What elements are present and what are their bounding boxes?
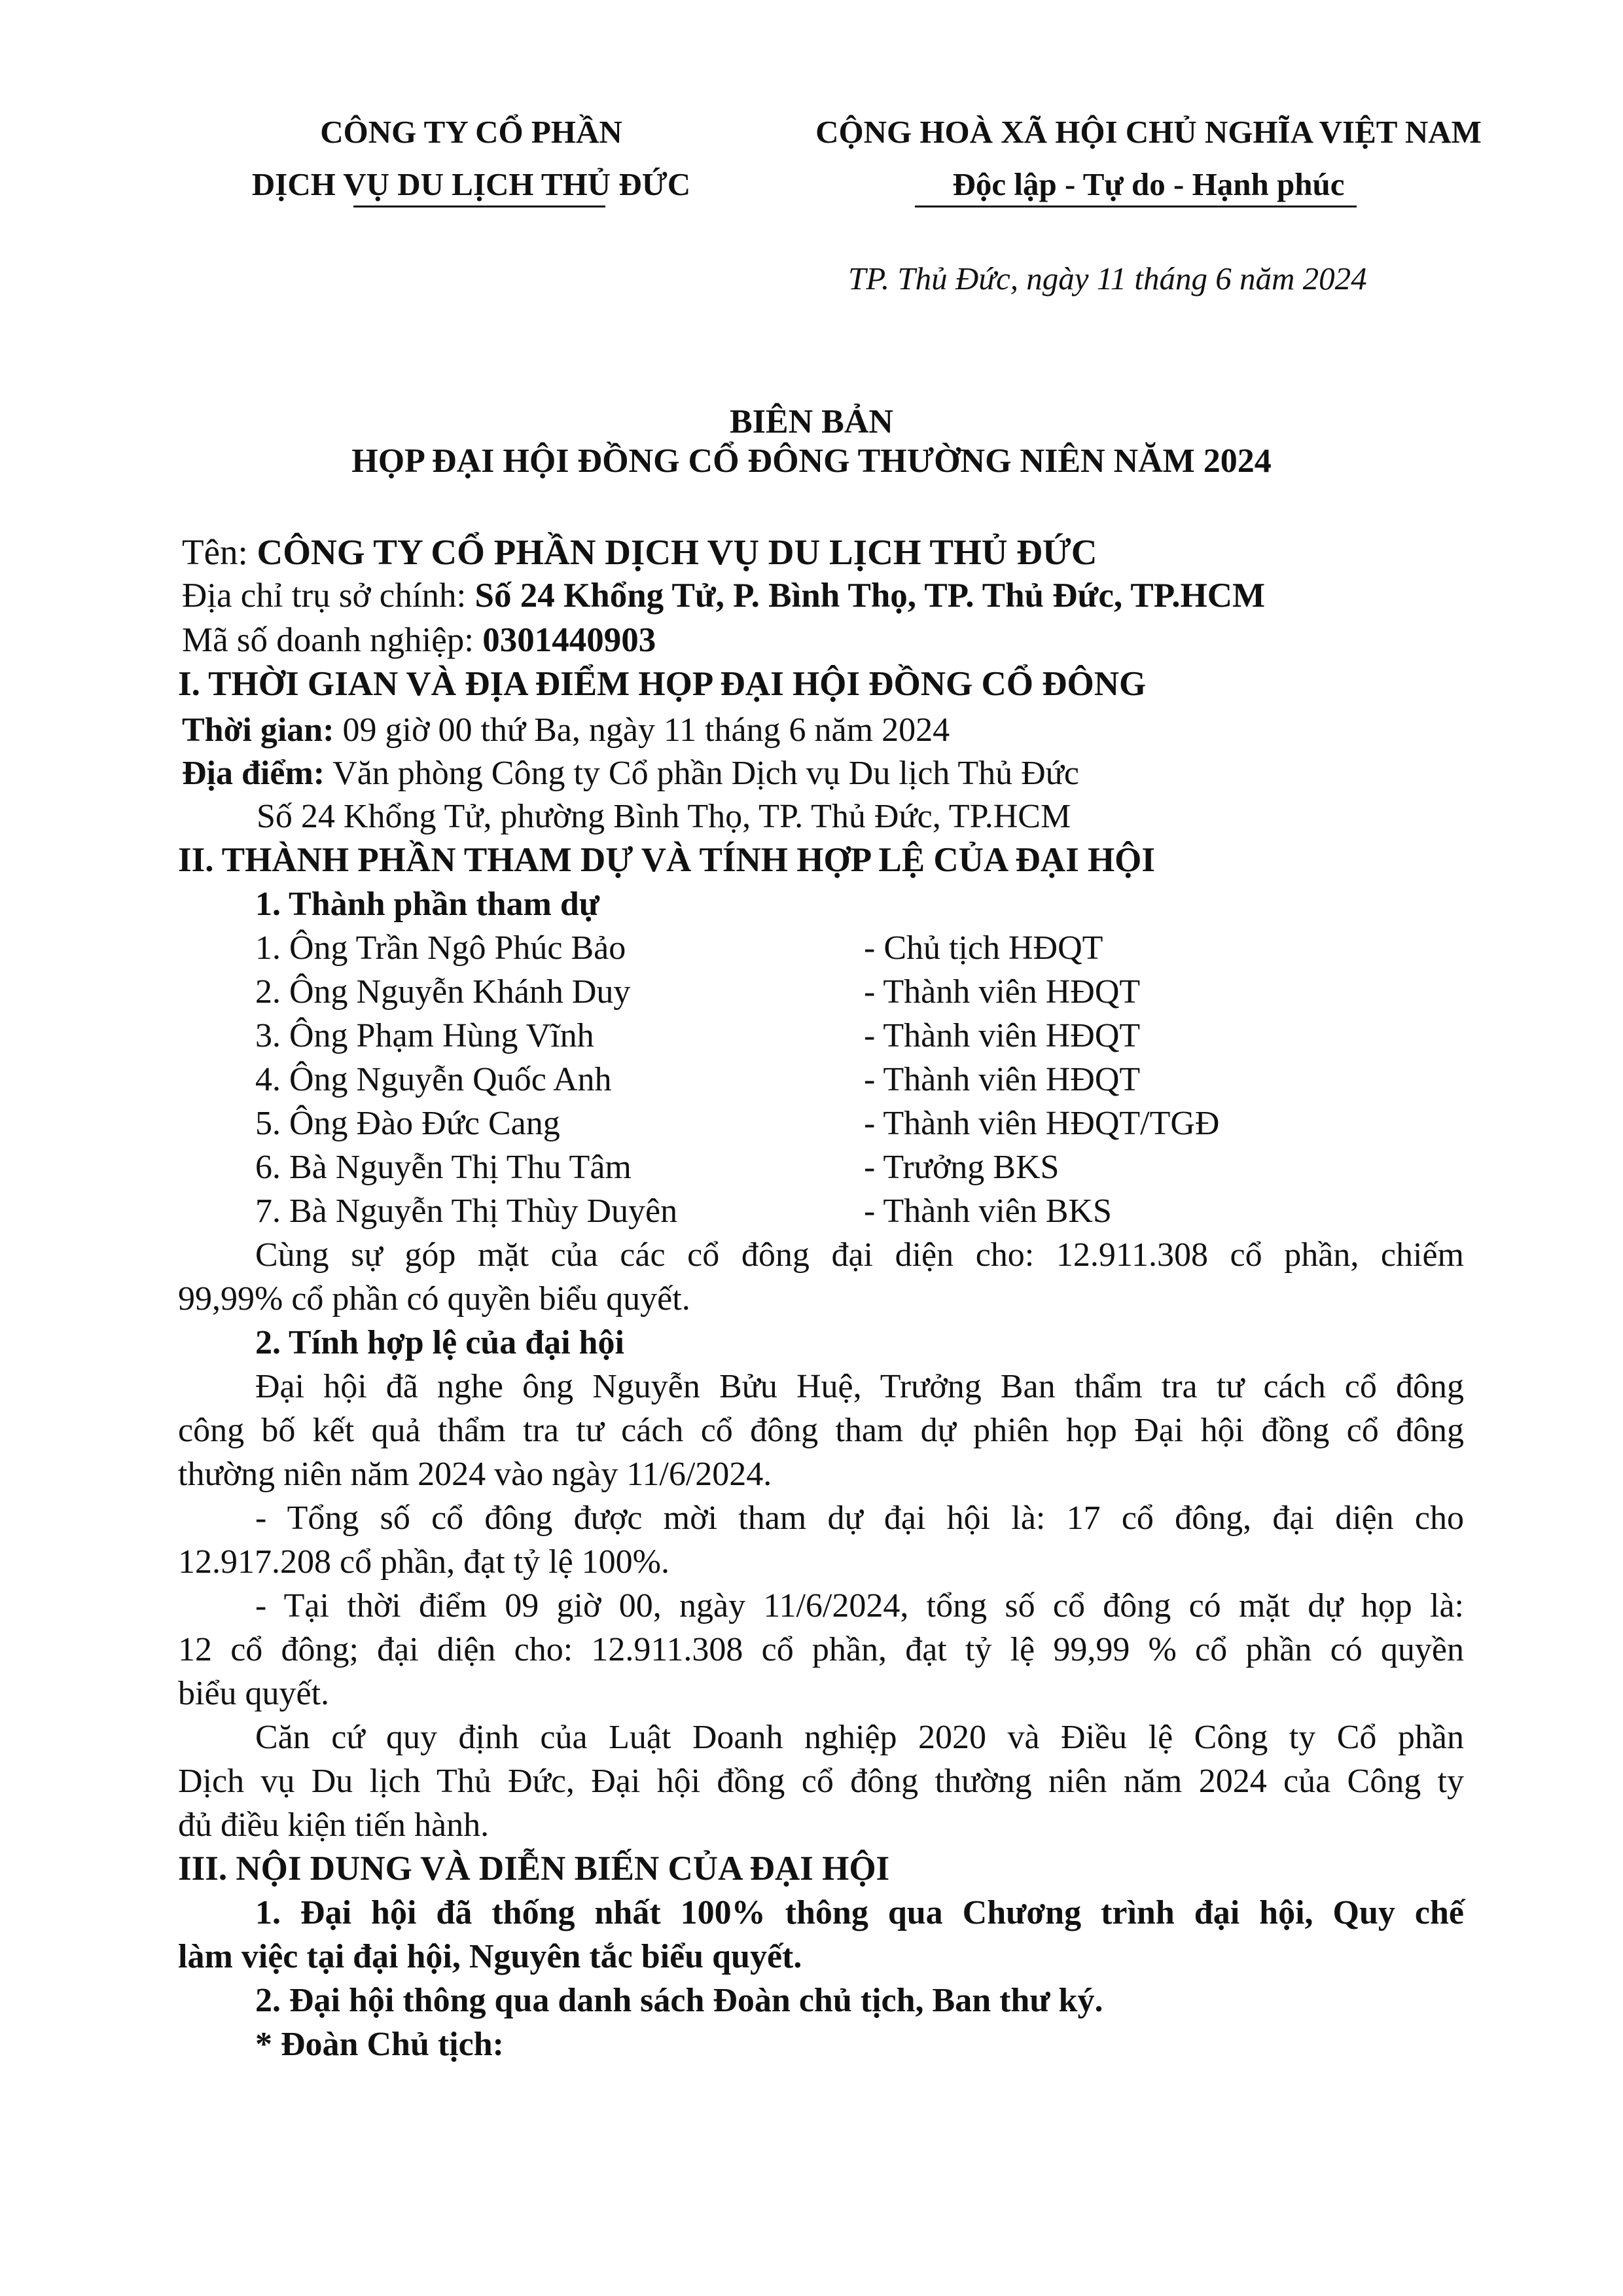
- validity-p3-line3: biểu quyết.: [178, 1675, 330, 1712]
- company-address-value: Số 24 Khổng Tử, P. Bình Thọ, TP. Thủ Đức, TP.HCM: [474, 577, 1266, 615]
- nation-header-line1: CỘNG HOÀ XÃ HỘI CHỦ NGHĨA VIỆT NAM: [815, 114, 1482, 150]
- section3-item2: 2. Đại hội thông qua danh sách Đoàn chủ tịch, Ban thư ký.: [255, 1982, 1103, 2019]
- attendee-row: [255, 1189, 1368, 1233]
- validity-p4-line2: Dịch vụ Du lịch Thủ Đức, Đại hội đồng cổ đông thường niên năm 2024 của Công ty: [178, 1763, 1464, 1800]
- attendee-role: - Thành viên HĐQT: [864, 1061, 1141, 1098]
- section3-item1-line1: 1. Đại hội đã thống nhất 100% thông qua Chương trình đại hội, Quy chế: [255, 1894, 1464, 1931]
- company-tax-label: Mã số doanh nghiệp:: [182, 621, 483, 659]
- attendee-name: 3. Ông Phạm Hùng Vĩnh: [255, 1017, 594, 1054]
- validity-p1-line3: thường niên năm 2024 vào ngày 11/6/2024.: [178, 1456, 772, 1493]
- meeting-place-address: Số 24 Khổng Tử, phường Bình Thọ, TP. Thủ Đức, TP.HCM: [257, 798, 1071, 835]
- company-header: [223, 106, 720, 211]
- validity-p2-line1: - Tổng số cổ đông được mời tham dự đại hội là: 17 cổ đông, đại diện cho: [255, 1499, 1464, 1537]
- validity-p3-line1: - Tại thời điểm 09 giờ 00, ngày 11/6/2024, tổng số cổ đông có mặt dự họp là:: [255, 1587, 1464, 1624]
- attendee-row: [255, 926, 1368, 970]
- attendee-name: 2. Ông Nguyễn Khánh Duy: [255, 973, 631, 1011]
- company-name-value: CÔNG TY CỔ PHẦN DỊCH VỤ DU LỊCH THỦ ĐỨC: [257, 532, 1097, 572]
- section3-item1-line2: làm việc tại đại hội, Nguyên tắc biểu quyết.: [178, 1938, 802, 1975]
- validity-p2-line2: 12.917.208 cổ phần, đạt tỷ lệ 100%.: [178, 1543, 669, 1581]
- attendee-row: [255, 1145, 1368, 1189]
- attendee-name: 1. Ông Trần Ngô Phúc Bảo: [255, 929, 626, 967]
- meeting-time: [182, 708, 950, 752]
- meeting-place: [182, 751, 1079, 795]
- company-tax-line: [182, 619, 656, 662]
- attendee-role: - Thành viên BKS: [864, 1193, 1112, 1230]
- document-date: TP. Thủ Đức, ngày 11 tháng 6 năm 2024: [848, 260, 1367, 296]
- validity-p4-line3: đủ điều kiện tiến hành.: [178, 1806, 490, 1844]
- attendee-role: - Trưởng BKS: [864, 1149, 1060, 1186]
- company-header-line1: CÔNG TY CỔ PHẦN: [320, 114, 622, 150]
- document-subtitle: HỌP ĐẠI HỘI ĐỒNG CỔ ĐÔNG THƯỜNG NIÊN NĂM 2024: [351, 442, 1272, 480]
- section3-item3: * Đoàn Chủ tịch:: [255, 2026, 504, 2063]
- meeting-time-value: 09 giờ 00 thứ Ba, ngày 11 tháng 6 năm 2024: [334, 711, 950, 749]
- company-address-line: [182, 574, 1265, 618]
- meeting-time-label: Thời gian:: [182, 711, 334, 749]
- document-title: BIÊN BẢN: [730, 403, 893, 440]
- section2-heading: II. THÀNH PHẦN THAM DỰ VÀ TÍNH HỢP LỆ CỦA ĐẠI HỘI: [178, 841, 1156, 879]
- company-address-label: Địa chỉ trụ sở chính:: [182, 577, 475, 615]
- section1-heading: I. THỜI GIAN VÀ ĐỊA ĐIỂM HỌP ĐẠI HỘI ĐỒNG CỔ ĐÔNG: [178, 665, 1147, 703]
- nation-header-underline: [915, 206, 1357, 207]
- meeting-place-value: Văn phòng Công ty Cổ phần Dịch vụ Du lịch Thủ Đức: [325, 755, 1079, 792]
- attendee-row: [255, 970, 1368, 1014]
- company-name-label: Tên:: [182, 532, 257, 572]
- attendee-row: [255, 1014, 1368, 1058]
- attendee-role: - Thành viên HĐQT/TGĐ: [864, 1105, 1220, 1142]
- validity-p1-line2: công bố kết quả thẩm tra tư cách cổ đông tham dự phiên họp Đại hội đồng cổ đông: [178, 1412, 1464, 1449]
- attendee-role: - Chủ tịch HĐQT: [864, 929, 1103, 967]
- attendee-name: 6. Bà Nguyễn Thị Thu Tâm: [255, 1149, 632, 1186]
- attendee-name: 5. Ông Đào Đức Cang: [255, 1105, 560, 1142]
- presence-line2: 99,99% cổ phần có quyền biểu quyết.: [178, 1280, 690, 1318]
- attendee-name: 4. Ông Nguyễn Quốc Anh: [255, 1061, 612, 1098]
- attendees-subheading: 1. Thành phần tham dự: [255, 886, 599, 923]
- validity-p4-line1: Căn cứ quy định của Luật Doanh nghiệp 2020 và Điều lệ Công ty Cổ phần: [255, 1719, 1464, 1756]
- validity-p3-line2: 12 cổ đông; đại diện cho: 12.911.308 cổ phần, đạt tỷ lệ 99,99 % cổ phần có quyền: [178, 1631, 1464, 1668]
- attendee-role: - Thành viên HĐQT: [864, 973, 1141, 1011]
- section3-heading: III. NỘI DUNG VÀ DIỄN BIẾN CỦA ĐẠI HỘI: [178, 1850, 890, 1888]
- presence-line1: Cùng sự góp mặt của các cổ đông đại diện cho: 12.911.308 cổ phần, chiếm: [255, 1236, 1464, 1274]
- validity-p1-line1: Đại hội đã nghe ông Nguyễn Bửu Huệ, Trưởng Ban thẩm tra tư cách cổ đông: [255, 1368, 1464, 1405]
- attendee-row: [255, 1102, 1368, 1145]
- company-name-line: [182, 528, 1097, 577]
- attendee-role: - Thành viên HĐQT: [864, 1017, 1141, 1054]
- company-tax-value: 0301440903: [482, 621, 656, 659]
- validity-subheading: 2. Tính hợp lệ của đại hội: [255, 1324, 624, 1361]
- attendee-row: [255, 1058, 1368, 1102]
- attendee-name: 7. Bà Nguyễn Thị Thùy Duyên: [255, 1193, 678, 1230]
- company-header-line2: DỊCH VỤ DU LỊCH THỦ ĐỨC: [251, 166, 691, 202]
- meeting-place-label: Địa điểm:: [182, 755, 325, 792]
- nation-header-motto: Độc lập - Tự do - Hạnh phúc: [952, 166, 1345, 202]
- nation-header: [766, 106, 1531, 211]
- company-header-underline: [353, 206, 605, 207]
